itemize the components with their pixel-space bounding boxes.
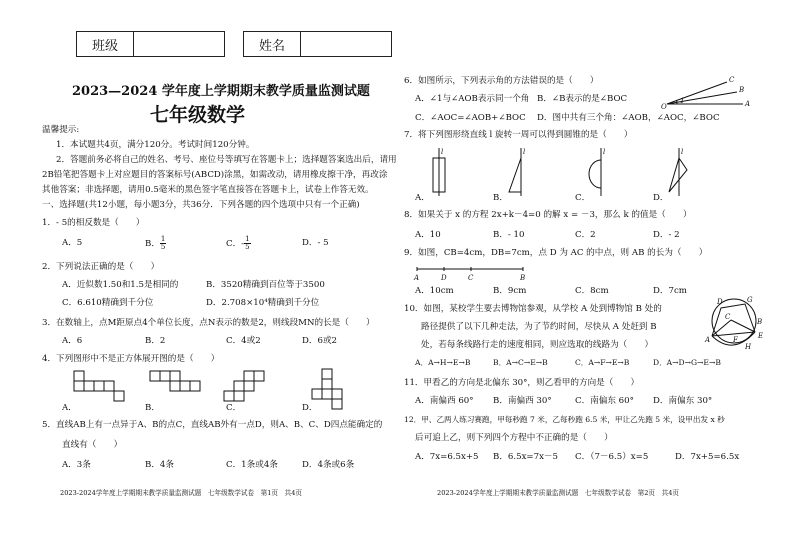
q4-net-c-figure — [224, 371, 288, 413]
q6-option-c[interactable]: C．∠AOC=∠AOB+∠BOC — [415, 113, 526, 123]
q5-stem: 5．直线AB上有一点异于A、B的点C，直线AB外有一点D，则A、B、C、D四点能确定的 — [42, 420, 383, 430]
q6-label-c: C — [729, 76, 735, 84]
notice-item-2-line-1: 2．答题前务必将自己的姓名、考号、座位号等填写在答题卡上；选择题答案选出后，请用 — [56, 155, 397, 165]
class-label: 班级 — [77, 32, 134, 57]
q8-option-a[interactable]: A．10 — [415, 230, 441, 240]
q6-angle-figure — [661, 76, 761, 110]
q3-option-b[interactable]: B．2 — [145, 336, 166, 346]
q4-net-d-figure — [312, 369, 362, 411]
student-info-box — [76, 31, 392, 57]
svg-text:l: l — [441, 148, 444, 156]
q10-label-f: F — [733, 336, 738, 344]
q6-label-o: O — [661, 103, 667, 111]
q4-option-a[interactable]: A． — [62, 403, 77, 413]
q7-figure-d — [667, 146, 697, 198]
q10-label-b: B — [757, 318, 763, 326]
q9-option-b[interactable]: B．9cm — [493, 286, 527, 296]
q5-option-c[interactable]: C．1条或4条 — [226, 460, 278, 470]
q4-net-b-figure — [150, 371, 214, 413]
q2-option-d[interactable]: D．2.708×10⁴精确到千分位 — [206, 298, 320, 308]
q3-stem: 3．在数轴上，点M距原点4个单位长度，点N表示的数是2，则线段MN的长是（ ） — [42, 318, 375, 328]
q12-stem-line-2: 后可追上乙，则下列四个方程中不正确的是（ ） — [415, 433, 613, 443]
q4-net-a-figure — [74, 371, 138, 413]
q10-label-d: D — [717, 298, 723, 306]
q10-stem-line-2: 路径提供了以下几种走法，为了节约时间，尽快从 A 处赶到 B — [421, 322, 657, 332]
page-2 — [397, 0, 794, 560]
q10-label-c: C — [725, 313, 731, 321]
q11-option-d[interactable]: D．南偏东 30° — [653, 396, 713, 406]
q8-option-b[interactable]: B．- 10 — [493, 230, 525, 240]
q4-option-d[interactable]: D． — [302, 403, 318, 413]
q10-option-b[interactable]: B．A→C→E→B — [493, 358, 548, 367]
q11-option-c[interactable]: C．南偏东 60° — [575, 396, 634, 406]
q1-option-a[interactable]: A．5 — [62, 238, 83, 248]
q7-option-c[interactable]: C． — [575, 193, 591, 203]
page-2-footer: 2023-2024学年度上学期期末教学质量监测试题 七年级数学试卷 第2页 共4页 — [437, 489, 679, 497]
q10-stem: 10．如图，某校学生要去博物馆参观，从学校 A 处到博物馆 B 处的 — [404, 304, 662, 314]
page-1-footer: 2023-2024学年度上学期期末教学质量监测试题 七年级数学试卷 第1页 共4页 — [60, 489, 302, 497]
q6-stem: 6．如图所示，下列表示角的方法错误的是（ ） — [404, 76, 599, 86]
q6-label-1: 1 — [680, 97, 685, 105]
notice-item-2-line-2: 2B铅笔把答题卡上对应题目的答案标号(ABCD)涂黑，如需改动，请用橡皮擦干净，再改涂 — [42, 170, 388, 180]
q5-option-d[interactable]: D．4条或6条 — [302, 460, 355, 470]
q9-label-a: A — [414, 274, 420, 282]
q3-option-d[interactable]: D．6或2 — [302, 336, 338, 346]
q6-label-b: B — [739, 86, 745, 94]
q9-line-figure — [413, 264, 533, 284]
q1-option-b[interactable]: B． $\frac{1}{5}$ — [145, 235, 166, 251]
q10-option-a[interactable]: A．A→H→E→B — [415, 358, 471, 367]
q4-option-c[interactable]: C． — [226, 403, 242, 413]
notice-item-2-line-3: 其他答案；非选择题，请用0.5毫米的黑色签字笔直接答在答题卡上，试卷上作答无效。 — [42, 185, 374, 195]
q5-option-b[interactable]: B．4条 — [145, 460, 174, 470]
subject-title: 七年级数学 — [150, 104, 246, 126]
q7-option-d[interactable]: D． — [653, 193, 669, 203]
q6-option-d[interactable]: D．图中共有三个角：∠AOB，∠AOC，∠BOC — [537, 113, 720, 123]
q12-option-c[interactable]: C．（7－6.5）x=5 — [575, 452, 649, 462]
svg-text:l: l — [681, 148, 684, 156]
q6-label-a: A — [745, 100, 751, 108]
q10-label-h: H — [745, 343, 752, 351]
q5-stem-line-2: 直线有（ ） — [62, 440, 123, 450]
q9-option-a[interactable]: A．10cm — [415, 286, 454, 296]
q9-option-c[interactable]: C．8cm — [575, 286, 609, 296]
q3-option-c[interactable]: C．4或2 — [226, 336, 261, 346]
q1-stem: 1．- 5的相反数是（ ） — [42, 218, 145, 228]
q9-label-c: C — [468, 274, 474, 282]
q9-label-b: B — [520, 274, 526, 282]
notice-item-1: 1．本试题共4页，满分120分。考试时间120分钟。 — [56, 140, 255, 150]
notice-title: 温馨提示: — [42, 125, 80, 135]
q1-option-c[interactable]: C．- $\frac{1}{5}$ — [226, 235, 250, 251]
class-field[interactable] — [134, 32, 225, 57]
q2-option-c[interactable]: C．6.610精确到千分位 — [62, 298, 154, 308]
q8-option-c[interactable]: C．2 — [575, 230, 596, 240]
name-field[interactable] — [301, 32, 392, 57]
q12-option-b[interactable]: B．6.5x=7x－5 — [493, 452, 558, 462]
q4-stem: 4．下列图形中不是正方体展开图的是（ ） — [42, 354, 220, 364]
section-1-heading: 一、选择题(共12小题，每小题3分，共36分．下列各题的四个选项中只有一个正确) — [42, 200, 360, 210]
exam-title: 2023—2024 学年度上学期期末教学质量监测试题 — [72, 84, 370, 99]
q12-option-a[interactable]: A．7x=6.5x+5 — [415, 452, 479, 462]
q2-option-b[interactable]: B．3520精确到百位等于3500 — [206, 280, 325, 290]
q12-stem: 12．甲、乙两人练习赛跑，甲每秒跑 7 米，乙每秒跑 6.5 米，甲让乙先跑 5 米，设甲出发 x 秒 — [404, 415, 725, 424]
q7-stem: 7．将下列图形绕直线 l 旋转一周可以得到圆锥的是（ ） — [404, 130, 633, 140]
svg-text:l: l — [603, 148, 606, 156]
q5-option-a[interactable]: A．3条 — [62, 460, 91, 470]
q7-option-b[interactable]: B． — [493, 193, 508, 203]
q9-label-d: D — [441, 274, 447, 282]
q11-option-b[interactable]: B．南偏西 30° — [493, 396, 552, 406]
q1-option-d[interactable]: D．- 5 — [302, 238, 329, 248]
svg-text:l: l — [523, 148, 526, 156]
name-label: 姓名 — [244, 32, 301, 57]
q6-option-b[interactable]: B．∠B表示的是∠BOC — [537, 94, 628, 104]
q10-label-a: A — [705, 336, 711, 344]
q4-option-b[interactable]: B． — [145, 403, 160, 413]
q10-option-c[interactable]: C．A→F→E→B — [575, 358, 630, 367]
q7-figure-a — [431, 146, 461, 198]
q12-option-d[interactable]: D．7x+5=6.5x — [675, 452, 740, 462]
q7-option-a[interactable]: A． — [415, 193, 430, 203]
q9-option-d[interactable]: D．7cm — [653, 286, 687, 296]
q11-stem: 11．甲看乙的方向是北偏东 30°，则乙看甲的方向是（ ） — [404, 378, 640, 388]
q7-figure-b — [507, 146, 537, 198]
q6-option-a[interactable]: A．∠1与∠AOB表示同一个角 — [415, 94, 530, 104]
q3-option-a[interactable]: A．6 — [62, 336, 83, 346]
q10-label-g: G — [747, 296, 753, 304]
q10-label-e: E — [758, 332, 764, 340]
q10-option-d[interactable]: D．A→D→G→E→B — [653, 358, 721, 367]
q8-stem: 8．如果关于 x 的方程 2x+k－4=0 的解 x = －3，那么 k 的值是（ ） — [404, 210, 692, 220]
q11-option-a[interactable]: A．南偏西 60° — [415, 396, 474, 406]
q8-option-d[interactable]: D．- 2 — [653, 230, 680, 240]
q10-stem-line-3: 处，若每条线路行走的速度相同，则应选取的线路为（ ） — [421, 340, 654, 350]
q9-stem: 9．如图，CB=4cm，DB=7cm，点 D 为 AC 的中点，则 AB 的长为（ ） — [404, 248, 708, 258]
q2-stem: 2．下列说法正确的是（ ） — [42, 262, 160, 272]
q7-figure-c — [587, 146, 617, 198]
q10-route-figure — [697, 294, 771, 350]
q2-option-a[interactable]: A．近似数1.50和1.5是相同的 — [62, 280, 179, 290]
